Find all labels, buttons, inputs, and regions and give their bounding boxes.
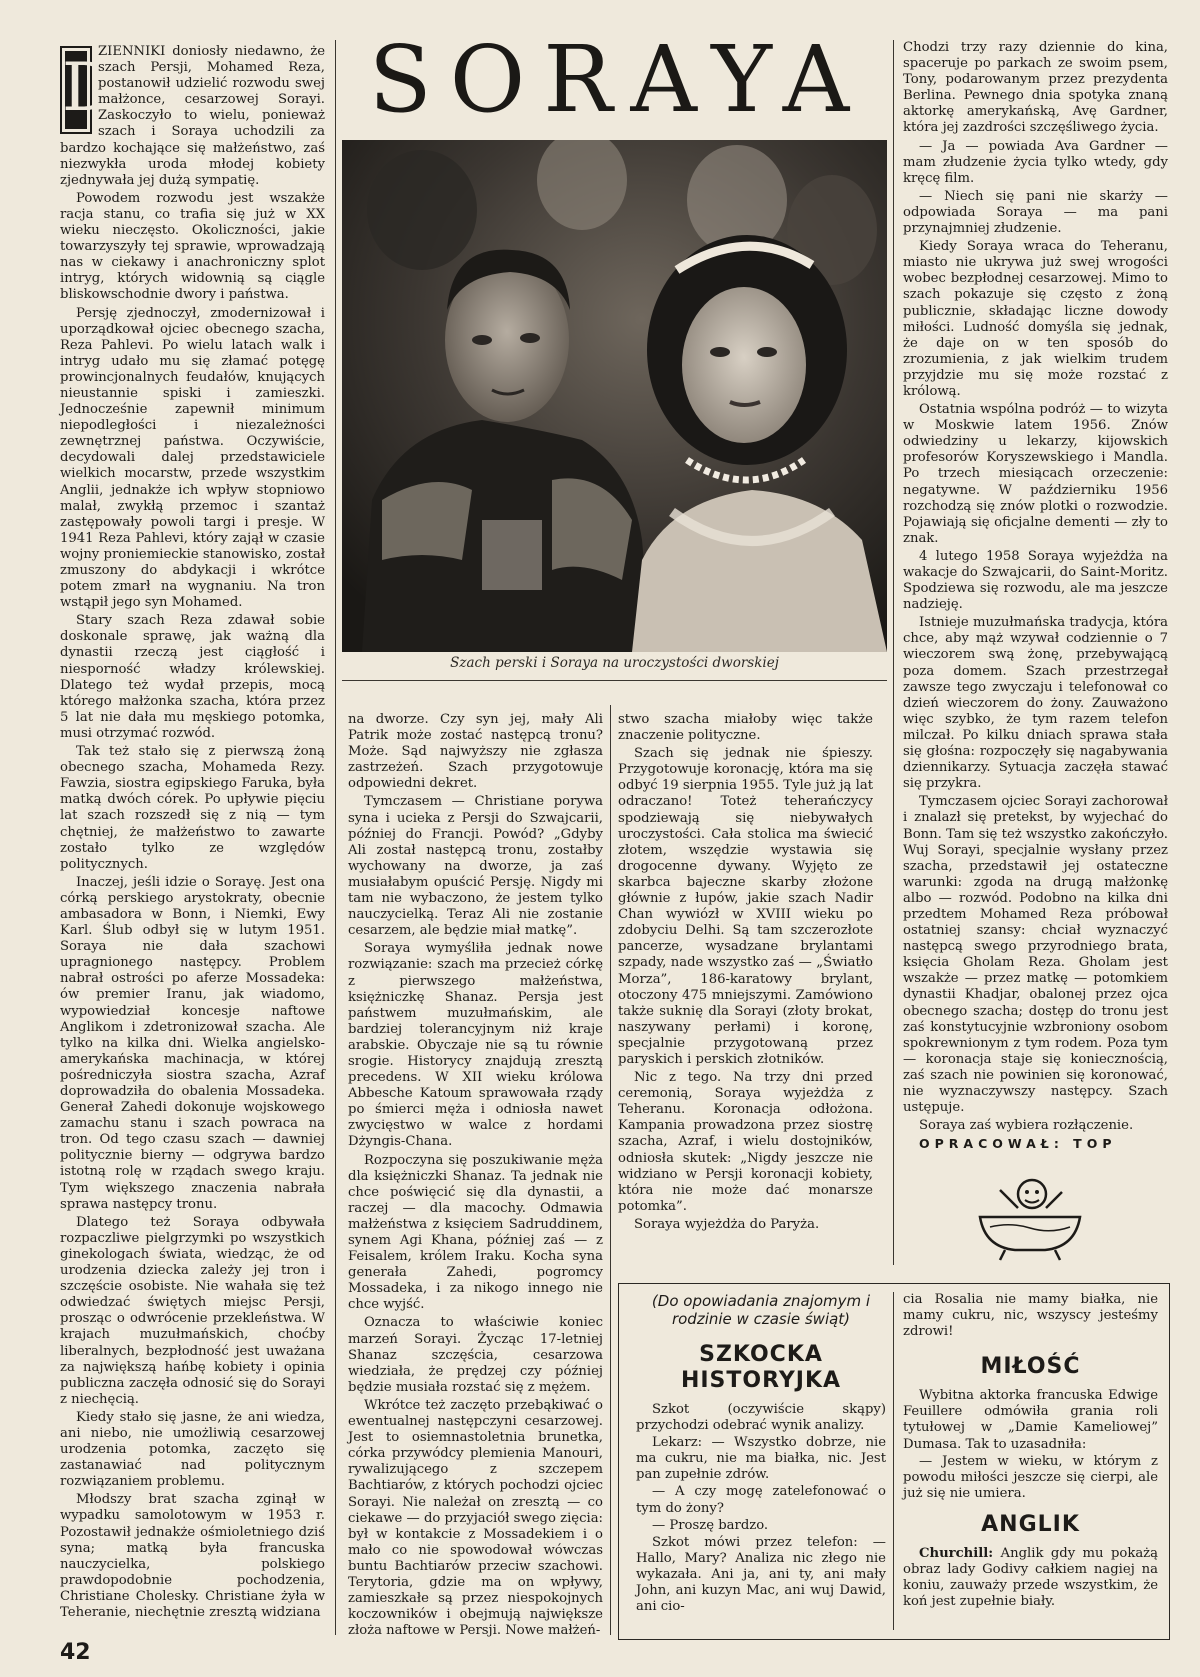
paragraph: 4 lutego 1958 Soraya wyjeżdża na wakacje do Szwajcarii, do Saint-Moritz. Spodziewa się rozwodu, ale ma jeszcze nadzieję. [903,548,1168,613]
speaker-label: Churchill: [919,1545,994,1561]
paragraph: Szkot mówi przez telefon: — Hallo, Mary? Analiza nic złego nie wykazała. Ani ja, ani ty, ani mały John, ani kuzyn Mac, ani wuj Dawid, ani cio- [636,1534,886,1615]
photo-caption: Szach perski i Soraya na uroczystości dworskiej [450,655,779,671]
paragraph: — Proszę bardzo. [652,1517,769,1533]
article-column-2 [348,712,603,1641]
box-divider [893,1292,894,1630]
paragraph: Oznacza to właściwie koniec marzeń Sorayi. Życząc 17-letniej Shanaz szczęścia, cesarzowa wiedziała, że prędzej czy później będzie musiała rozstać się z mężem. [348,1315,603,1395]
box-intro: (Do opowiadania znajomym i rodzinie w czasie świąt) [651,1292,871,1328]
paragraph: stwo szacha miałoby więc także znaczenie polityczne. [618,712,873,744]
paragraph: Wybitna aktorka francuska Edwige Feuillere odmówiła grania roli tytułowej w „Damie Kameliowej” Dumasa. Tak to uzasadniła: [903,1388,1158,1452]
story-title: SZKOCKA HISTORYJKA [680,1342,842,1393]
jokes-box-right [903,1292,1158,1611]
paragraph: Młodszy brat szacha zginął w wypadku samolotowym w 1953 r. Pozostawił jednakże ośmioletniego dziś syna; matką była francuska nauczycielka, polskiego prawdopodobnie pochodzenia, Christiane Cholesky. Christiane żyła w Teheranie, niechętnie zresztą widziana [60,1492,325,1620]
paragraph: Szach się jednak nie śpieszy. Przygotowuje koronację, która ma się odbyć 19 sierpnia 1955. Tyle już ją lat odraczano! Toteż teherańczycy spodziewają się niebywałych uroczystości. Cała stolica ma świecić złotem, wszędzie wystawia się drogocenne dywany. Wyjęto ze skarbca bajeczne skarby złożone głównie z łupów, jakie szach Nadir Chan wywiózł w XVIII wieku po zdobyciu Delhi. Są tam szczerozłote pancerze, wysadzane brylantami szpady, nade wszystko zaś — „Światło Morza”, 186-karatowy brylant, otoczony 475 mniejszymi. Zamówiono także suknię dla Sorayi (złoty brokat, naszywany perłami) i koronę, specjalnie przygotowaną przez paryskich i perskich złotników. [618,746,873,1067]
paragraph: Kiedy stało się jasne, że ani wiedza, ani niebo, nie umożliwią cesarzowej urodzenia potomka, zaczęto się zastanawiać nad politycznym rozwiązaniem problemu. [60,1409,325,1490]
paragraph: Istnieje muzułmańska tradycja, która chce, aby mąż wzywał codziennie o 7 wieczorem swą żonę, przebywającą poza domem. Szach przestrzegał zawsze tego zwyczaju i telefonował co dzień wieczorem do żony. Zauważono więc szybko, że tym razem telefon milczał. Po kilku dniach sprawa stała się głośna: rozpoczęły się nagabywania dziennikarzy. Sytuacja zaczęła stawać się przykra. [903,615,1168,792]
paragraph: — A czy mogę zatelefonować o tym do żony? [636,1484,886,1516]
paragraph: Stary szach Reza zdawał sobie doskonale sprawę, jak ważną dla dynastii rzeczą jest ciągłość i niesporność władzy królewskiej. Dlatego też wydał przepis, mocą którego małżonka szacha, która przez 5 lat nie dała mu męskiego potomka, musi otrzymać rozwód. [60,613,325,741]
paragraph: cia Rosalia nie mamy białka, nie mamy cukru, nic, wszyscy jesteśmy zdrowi! [903,1292,1158,1340]
paragraph: Tymczasem — Christiane porywa syna i ucieka z Persji do Szwajcarii, później do Francji. Powód? „Gdyby Ali został następcą tronu, zostałby wychowany na dworze, ja zaś musiałabym opuścić Persję. Nigdy mi tam nie wybaczono, że jestem tylko nauczycielką. Teraz Ali nie zostanie cesarzem, ale będzie miał matkę”. [348,794,603,939]
paragraph: Tak też stało się z pierwszą żoną obecnego szacha, Mohameda Rezy. Fawzia, siostra egipskiego Faruka, była matką dwóch córek. Po upływie pięciu lat szach rozszedł się z nią — tym chętniej, że małżeństwo to zawarte zostało tylko ze względów politycznych. [60,744,325,872]
paragraph: Lekarz: — Wszystko dobrze, nie ma cukru, nie ma białka, nic. Jest pan zupełnie zdrów. [636,1435,886,1483]
drop-cap: D [60,46,92,134]
paragraph: Ostatnia wspólna podróż — to wizyta w Moskwie latem 1956. Znów odwiedziny u lekarzy, kijowskich profesorów Koryszewskiego i Mandla. Po trzech miesiącach orzeczenie: negatywne. W październiku 1956 rozchodzą się znów plotki o rozwodzie. Pojawiają się oficjalne dementi — zły to znak. [903,402,1168,546]
article-column-3 [618,712,873,1235]
paragraph: Chodzi trzy razy dziennie do kina, spaceruje po parkach ze swoim psem, Tony, podarowanym przez prezydenta Berlina. Pewnego dnia spotyka znaną aktorkę amerykańską, Avę Gardner, która jej zazdrości szczęśliwego życia. [903,40,1168,136]
article-column-1 [60,44,325,1623]
paragraph: Nic z tego. Na trzy dni przed ceremonią, Soraya wyjeżdża z Teheranu. Koronacja odłożona. Kampania prowadzona przez siostrę szacha, Azraf, i wielu dostojników, odniosła skutek: „Nigdy jeszcze nie widziano w Persji koronacji kobiety, która nie może dać monarsze potomka”. [618,1070,873,1214]
paragraph: Wkrótce też zaczęto przebąkiwać o ewentualnej następczyni cesarzowej. Jest to osiemnastoletnia brunetka, córka przywódcy plemienia Manouri, rywalizującego z szczepem Bachtiarów, z których pochodzi ojciec Sorayi. Nie należał on zresztą — co ciekawe — do przyjaciół swego zięcia: był w kontakcie z Mossadekiem i o mało co nie spowodował wówczas buntu Bachtiarów przeciw szachowi. Terytoria, gdzie ma on wpływy, zamieszkałe są przez niespokojnych koczowników i obejmują największe złoża naftowe w Persji. Nowe małżeń- [348,1397,603,1639]
paragraph: Soraya wymyśliła jednak nowe rozwiązanie: szach ma przecież córkę z pierwszego małżeństwa, księżniczkę Shanaz. Persja jest państwem muzułmańskim, ale bardziej tolerancyjnym niż kraje arabskie. Obyczaje nie są tu równie srogie. Historycy znajdują zresztą precedens. W XII wieku królowa Abbesche Katoum sprawowała rządy po śmierci męża i odniosła nawet zwycięstwo w walce z hordami Dżyngis-Chana. [348,941,603,1150]
paragraph: Soraya zaś wybiera rozłączenie. [919,1118,1134,1134]
paragraph: Szkot (oczywiście skąpy) przychodzi odebrać wynik analizy. [636,1402,886,1434]
page-number: 42 [60,1640,91,1665]
photo-image [342,140,887,652]
paragraph: — Niech się pani nie skarży — odpowiada Soraya — ma pani przynajmniej złudzenie. [903,188,1168,237]
paragraph: — Jestem w wieku, w którym z powodu miłości jeszcze się cierpi, ale już się nie umiera. [903,1453,1158,1501]
paragraph: ZIENNIKI doniosły niedawno, że szach Persji, Mohamed Reza, postanowił udzielić rozwodu swej małżonce, cesarzowej Sorayi. Zaskoczyło to wielu, ponieważ szach i Soraya uchodzili za bardzo kochające się małżeństwo, zaś niezwykła uroda młodej kobiety zjednywała jej dużą sympatię. [60,44,325,188]
paragraph: Rozpoczyna się poszukiwanie męża dla księżniczki Shanaz. Ta jednak nie chce poświęcić się dla dynastii, a raczej — dla macochy. Odmawia małżeństwa z księciem Sadruddinem, synem Agi Khana, później zaś — z Feisalem, królem Iraku. Kocha syna generała Zahedi, pogromcy Mossadeka, i za nikogo innego nie chce wyjść. [348,1152,603,1313]
jokes-box-left [636,1292,886,1616]
paragraph: Persję zjednoczył, zmodernizował i uporządkował ojciec obecnego szacha, Reza Pahlevi. Po wielu latach walk i intryg udało mu się złamać potęgę prowincjonalnych feudałów, knujących nieustannie spiski i zamieszki. Jednocześnie zapewnił minimum niepodległości i niezależności zewnętrznej państwa. Oczywiście, decydowali dalej przedstawiciele wielkich mocarstw, przede wszystkim Anglii, jednakże ich wpływ stopniowo malał, zwykłą przemoc i szantaż zastępowały powoli targi i presje. W 1941 Reza Pahlevi, który zajął w czasie wojny proniemieckie stanowisko, został zmuszony do abdykacji i wkrótce potem zmarł na wygnaniu. Na tron wstąpił jego syn Mohamed. [60,305,325,611]
paragraph: — Ja — powiada Ava Gardner — mam złudzenie życia tylko wtedy, gdy kręcę film. [903,138,1168,186]
paragraph: Kiedy Soraya wraca do Teheranu, miasto nie ukrywa już swej wrogości wobec bezpłodnej cesarzowej. Mimo to szach pokazuje się często z żoną publicznie, składając liczne dowody miłości. Ludność domyśla się jednak, że daje on w ten sposób do zrozumienia, z jak wielkim trudem przyjdzie mu się może rozstać z królową. [903,239,1168,399]
author-byline: OPRACOWAŁ: TOP [919,1136,1117,1152]
paragraph: Dlatego też Soraya odbywała rozpaczliwe pielgrzymki po wszystkich ginekologach świata, wiedząc, że od urodzenia dziecka zależy jej tron i szczęście osobiste. Nie wahała się też odwiedzać świętych miejsc Persji, prosząc o odwrócenie przekleństwa. W krajach muzułmańskich, choćby liberalnych, bezpłodność jest uważana za największą hańbę kobiety i opinia publiczna zaczęła odnosić się do Sorayi z niechęcią. [60,1214,325,1407]
paragraph: na dworze. Czy syn jej, mały Ali Patrik może zostać następcą tronu? Może. Sąd najwyższy nie zgłasza zastrzeżeń. Szach przygotowuje odpowiedni dekret. [348,712,603,792]
story-title: MIŁOŚĆ [980,1354,1081,1380]
column-divider [893,40,894,1265]
paragraph: Inaczej, jeśli idzie o Sorayę. Jest ona córką perskiego arystokraty, obecnie ambasadora w Bonn, i Niemki, Ewy Karl. Ślub odbył się w lutym 1951. Soraya nie dała szachowi upragnionego następcy. Problem nabrał ostrości po aferze Mossadeka: ów premier Iranu, jak wiadomo, wypowiedział koncesje naftowe Anglikom i zdetronizował szacha. Ale tylko na kilka dni. Wielka angielsko-amerykańska machinacja, w której pośredniczyła siostra szacha, Azraf doprowadziła do obalenia Mossadeka. Generał Zahedi dokonuje wojskowego zamachu stanu i szach powraca na tron. Od tego czasu szach — dawniej politycznie bierny — odgrywa bardzo istotną rolę w rządach swego kraju. Tym większego znaczenia nabrała sprawa następcy tronu. [60,874,325,1212]
article-title: SORAYA [368,26,868,133]
paragraph: Powodem rozwodu jest wszakże racja stanu, co trafia się już w XX wieku nieczęsto. Okoliczności, jakie towarzyszyły tej sprawie, wprowadzają nas w ciekawy i anachroniczny splot intryg, których widownią są ciągle bliskowschodnie dwory i państwa. [60,190,325,303]
article-column-4 [903,40,1168,1154]
paragraph: Anglik gdy mu pokażą obraz lady Godivy całkiem nagiej na koniu, zauważy przede wszystkim, że koń jest zupełnie biały. [903,1545,1158,1610]
photo-shah-and-soraya [342,140,887,652]
column-divider [335,40,336,1635]
caption-rule [342,680,887,681]
paragraph: Tymczasem ojciec Sorayi zachorował i znalazł się pretekst, by wyjechać do Bonn. Tam się też wszystko zakończyło. Wuj Sorayi, specjalnie wysłany przez szacha, przedstawił jej ostateczne warunki: zgoda na drugą małżonkę albo — rozwód. Podobno na kilka dni przedtem Mohamed Reza próbował ostatniej szansy: chciał wyznaczyć następcą swego przyrodniego brata, księcia Gholam Reza. Gholam jest wszakże — przez matkę — potomkiem dynastii Khadjar, obalonej przez ojca obecnego szacha; dostęp do tronu jest zaś konstytucyjnie wzbroniony osobom spokrewnionym z tym rodem. Poza tym — koronacja staje się koniecznością, zaś szach nie powinien się koronować, nie wyznaczywszy następcy. Szach ustępuje. [903,794,1168,1116]
bathtub-doodle-icon [970,1172,1090,1262]
column-divider [610,705,611,1635]
paragraph: Soraya wyjeżdża do Paryża. [634,1216,820,1232]
story-title: ANGLIK [981,1511,1080,1537]
